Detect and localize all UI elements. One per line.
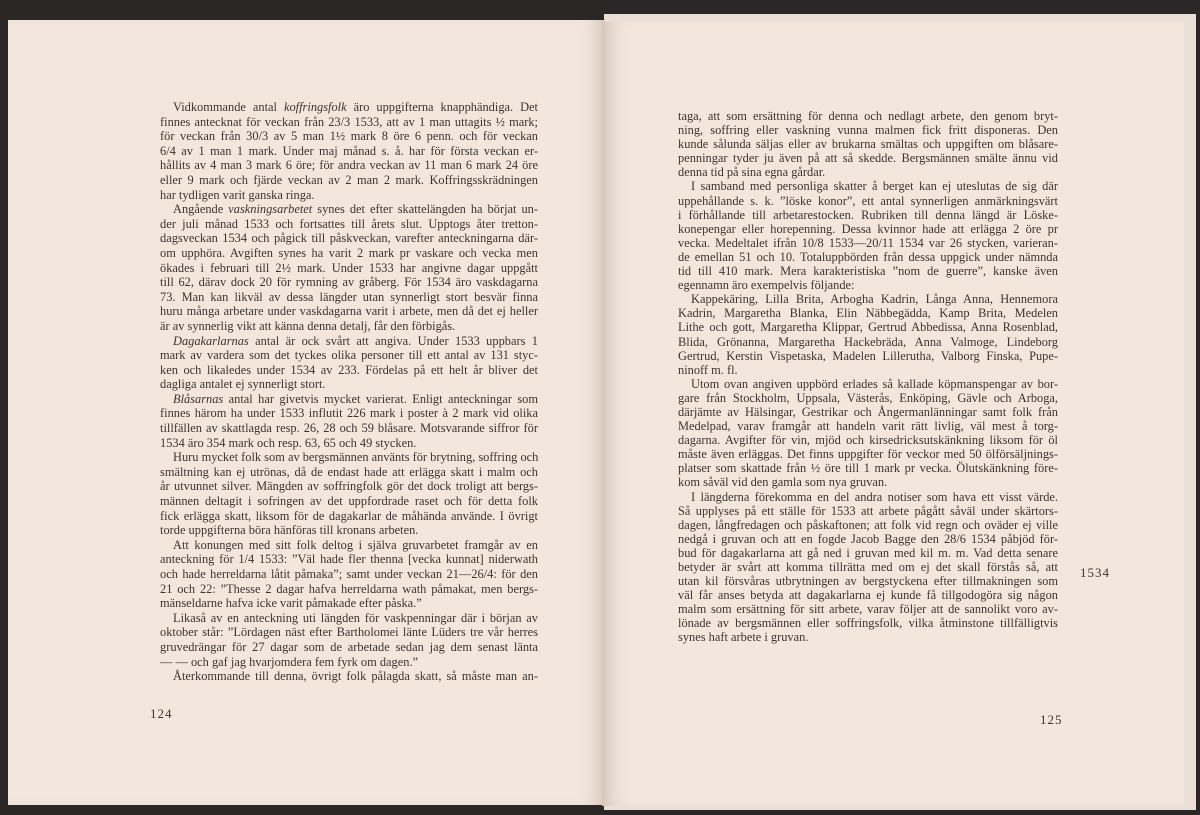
text-segment: penningar tyder ju även på att så skedde. Bergsmännen smälte ännu vid: [678, 151, 1058, 166]
page-number-left: 124: [150, 706, 173, 721]
text-line: [678, 109, 1058, 123]
text-segment: Kadrin, Margaretha Blanka, Elin Näbbegädda, Kamp Brita, Medelen: [678, 306, 1058, 321]
paragraph: [678, 109, 1058, 179]
text-segment: smältning kan ej utrönas, då de endast hade att erlägga skatt i malm och: [160, 464, 538, 479]
text-segment: männen deltagit i sofringen av det uppfordrade raset och för detta folk: [160, 494, 538, 509]
text-line: [160, 552, 538, 567]
text-line: [160, 465, 538, 480]
text-line: [160, 567, 538, 582]
text-segment: år utvunnet silver. Mängden av soffringfolk gör det dock troligt att bergs-: [160, 479, 538, 494]
text-segment: Angående: [173, 202, 229, 217]
italic-term: Blåsarnas: [173, 391, 224, 406]
text-segment: anteckning för 1/4 1533: ”Väl hade fler thenna [vecka kunnat] niderwath: [160, 552, 538, 567]
text-segment: är av synnerlig vikt att känna denna detalj, får den förbigås.: [160, 318, 456, 333]
text-line: [678, 250, 1058, 264]
text-line: [160, 377, 538, 392]
paragraph: [160, 202, 538, 333]
text-segment: torde uppgifterna böra hänföras till kronans arbeten.: [160, 523, 419, 538]
text-line: [160, 655, 538, 670]
text-segment: Utom ovan angiven uppbörd erlades så kallade köpmanspengar av bor-: [691, 376, 1058, 391]
text-segment: I samband med personliga skatter å berget kan ej uteslutas de sig där: [691, 179, 1058, 194]
text-segment: oktober står: ”Lördagen näst efter Bartholomei länte Lüders tre vår herres: [160, 625, 538, 640]
text-segment: synes haft arbete i gruvan.: [678, 630, 809, 645]
text-line: [678, 123, 1058, 137]
text-segment: om upphöra. Avgiften synes ha varit 2 mark pr vaskare och vecka men: [160, 245, 538, 260]
text-segment: huru många arbetare under vaskdagarna varit i arbete, men då det ej heller: [160, 304, 538, 319]
text-line: [160, 640, 538, 655]
text-line: [160, 611, 538, 626]
text-line: [160, 509, 538, 524]
text-line: [160, 348, 538, 363]
text-segment: denna tid på sina egna gårdar.: [678, 165, 826, 180]
text-segment: tillfällen av skattlagda resp. 26, 28 och 59 blåsare. Motsvarande siffror för: [160, 421, 538, 436]
text-line: [678, 151, 1058, 165]
text-segment: finnes antecknat för veckan från 23/3 1533, att av 1 man uttagits ½ mark;: [160, 114, 538, 129]
text-line: [160, 129, 538, 144]
paragraph: [678, 179, 1058, 292]
text-segment: lönade av bergsmännen eller soffringsfolk, vilka åtminstone tillfälligtvis: [678, 616, 1058, 631]
text-segment: till 62, därav dock 20 för rymning av gråberg. För 1534 äro vaskdagarna: [160, 275, 538, 290]
text-line: [160, 231, 538, 246]
text-segment: vecka. Medeltalet ifrån 10/8 1533—20/11 1534 var 26 stycken, varieran-: [678, 235, 1058, 250]
book-gutter: [602, 20, 605, 806]
text-line: [678, 532, 1058, 546]
text-line: [678, 574, 1058, 588]
italic-term: koffringsfolk: [283, 100, 347, 114]
text-segment: och hade herreldarna låtit påmaka”; samt under veckan 21—26/4: för den: [160, 567, 538, 581]
text-segment: der juli månad 1533 och fortsattes till årets slut. Upptogs åter tretton-: [160, 216, 538, 231]
paragraph: [160, 669, 538, 684]
text-line: [678, 264, 1058, 278]
text-segment: antal är ock svårt att angiva. Under 1533 uppbars 1: [248, 333, 538, 348]
text-line: [160, 494, 538, 509]
page-number-right: 125: [1040, 712, 1063, 727]
paragraph: [160, 392, 538, 450]
text-segment: för veckan från 30/3 av 5 man 1½ mark 8 öre 6 penn. och för veckan: [160, 129, 538, 144]
text-line: [160, 421, 538, 436]
text-line: [160, 596, 538, 611]
text-segment: ninoff m. fl.: [678, 362, 738, 377]
text-segment: synes det efter skattelängden ha börjat un-: [312, 202, 539, 217]
text-segment: 21 och 22: ”Thesse 2 dagar hafva herreldarna wath påmakat, men bergs-: [160, 581, 538, 596]
text-segment: har tydligen varit ganska ringa.: [160, 187, 315, 202]
text-segment: kom såväl vid den gamla som nya gruvan.: [678, 475, 888, 490]
text-line: [678, 391, 1058, 405]
text-line: [678, 504, 1058, 518]
text-line: [678, 335, 1058, 349]
text-segment: mänseldarne hafva icke varit påmakade efter påska.”: [160, 596, 422, 611]
paragraph: [160, 450, 538, 538]
text-line: [678, 278, 1058, 292]
text-line: [160, 669, 538, 684]
text-line: [160, 246, 538, 261]
text-segment: Kappekäring, Lilla Brita, Arbogha Kadrin, Långa Anna, Hennemora: [691, 292, 1058, 307]
text-segment: Lithe och gott, Margaretha Klippar, Gertrud Abbedissa, Anna Rosenblad,: [678, 320, 1058, 335]
text-line: [678, 179, 1058, 193]
text-segment: i förhållande till arbetarestocken. Rubriken till denna längd är Löske-: [678, 207, 1058, 222]
text-line: [160, 436, 538, 451]
text-segment: 6/4 av 1 man 1 mark. Under maj månad s. å. har för första veckan er-: [160, 143, 538, 158]
margin-note-year: 1534: [1080, 565, 1110, 580]
text-line: [678, 194, 1058, 208]
text-line: [160, 392, 538, 407]
text-segment: äro uppgifterna knapphändiga. Det: [346, 100, 538, 114]
text-line: [160, 479, 538, 494]
text-segment: Så upplyses på ett ställe för 1533 att arbete pågått såväl under skärtors-: [678, 503, 1058, 518]
text-line: [678, 518, 1058, 532]
text-line: [160, 625, 538, 640]
left-page-body: [160, 100, 538, 684]
paragraph: [678, 377, 1058, 490]
text-segment: Vidkommande antal: [173, 100, 284, 114]
text-line: [160, 304, 538, 319]
text-line: [678, 137, 1058, 151]
text-segment: dagarna. Avgifter för vin, mjöd och kirsedricksutskänkning liksom för öl: [678, 433, 1058, 448]
text-segment: därjämte av Hälsingar, Gestrikar och Ångermanlänningar samt folk från: [678, 404, 1058, 419]
text-line: [160, 188, 538, 203]
text-line: [160, 115, 538, 130]
text-segment: tid till 410 mark. Mera karakteristiska ”nom de guerre”, kanske även: [678, 264, 1058, 279]
text-line: [678, 602, 1058, 616]
text-segment: utan kil försvåras utbrytningen av bergstyckena efter tillmakningen som: [678, 574, 1058, 589]
text-line: [160, 538, 538, 553]
text-line: [678, 349, 1058, 363]
text-segment: de emellan 51 och 10. Totaluppbörden från dessa uppgick under nämnda: [678, 249, 1058, 264]
text-segment: gruvedrängar för 27 dagar som de arbetade sedan jag dem senast länta: [160, 639, 538, 654]
text-line: [678, 236, 1058, 250]
text-segment: 1534 äro 354 mark och resp. 63, 65 och 49 stycken.: [160, 435, 417, 450]
text-line: [678, 546, 1058, 560]
paragraph: [160, 334, 538, 392]
text-segment: taga, att som ersättning för denna och nedlagt arbete, den genom bryt-: [678, 109, 1058, 123]
text-segment: måste även erläggas. Det finns uppgifter för veckor med 50 ölförsäljnings-: [678, 447, 1058, 462]
text-line: [678, 475, 1058, 489]
italic-term: Dagakarlarnas: [173, 333, 249, 348]
text-line: [160, 363, 538, 378]
text-line: [678, 588, 1058, 602]
text-segment: — — och gaf jag hvarjomdera fem fyrk om dagen.”: [160, 654, 419, 669]
text-segment: antal har givetvis mycket varierat. Enligt anteckningar som: [223, 391, 538, 406]
text-line: [678, 165, 1058, 179]
text-line: [160, 334, 538, 349]
text-line: [160, 202, 538, 217]
text-segment: platser som skattade från ½ öre till 1 mark pr vecka. Ölutskänkning före-: [678, 461, 1058, 476]
text-line: [160, 261, 538, 276]
text-segment: ken och likaledes under 1534 av 233. Fördelas på ett helt år bliver det: [160, 362, 538, 377]
text-segment: kunde sålunda säljas eller av brukarna smältas och uppgiften om blåsare-: [678, 137, 1058, 152]
text-segment: egennamn äro exempelvis följande:: [678, 278, 855, 293]
text-segment: Blida, Grönanna, Margaretha Hackebräda, Anna Valmoge, Lindeborg: [678, 334, 1058, 349]
text-segment: malm som ersättning för sitt arbete, varav följer att de sannolikt voro av-: [678, 602, 1058, 617]
right-page-body: [678, 109, 1058, 645]
text-line: [160, 450, 538, 465]
text-segment: Återkommande till denna, övrigt folk pålagda skatt, så måste man an-: [173, 669, 538, 684]
text-segment: finnes härom ha under 1533 influtit 226 mark i poster à 2 mark vid olika: [160, 406, 538, 421]
text-line: [678, 377, 1058, 391]
text-segment: Att konungen med sitt folk deltog i själva gruvarbetet framgår av en: [173, 537, 538, 552]
text-segment: I längderna förekomma en del andra notiser som hava ett visst värde.: [691, 489, 1058, 504]
text-segment: hållits av 4 man 3 mark 6 öre; för andra veckan av 11 man 6 mark 24 öre: [160, 158, 538, 173]
text-segment: Huru mycket folk som av bergsmännen använts för brytning, soffring och: [173, 450, 539, 465]
text-line: [678, 433, 1058, 447]
text-segment: uppehållande s. k. ”löske konor”, ett antal synnerligen anmärkningsvärt: [678, 193, 1058, 208]
text-segment: ökades i februari till 2½ mark. Under 1533 har angivne dagar uppgått: [160, 260, 538, 275]
text-segment: Medelpad, varav framgår att handeln varit rätt livlig, väl mest å torg-: [678, 419, 1058, 434]
text-line: [678, 405, 1058, 419]
text-line: [160, 275, 538, 290]
text-line: [160, 582, 538, 597]
text-line: [160, 406, 538, 421]
text-line: [678, 490, 1058, 504]
text-segment: konepengar eller horepenning. Dessa kvinnor hade att erlägga 2 öre pr: [678, 221, 1058, 236]
text-line: [160, 523, 538, 538]
text-segment: 73. Man kan likväl av dessa längder utan synnerligt stort besvär finna: [160, 289, 538, 304]
text-segment: Gertrud, Kerstin Vispetaska, Madelen Lillerutha, Valborg Finska, Pupe-: [678, 348, 1058, 363]
paragraph: [160, 538, 538, 611]
text-segment: betyder är svårt att komma tillrätta med om ej det skall förstås så, att: [678, 560, 1058, 574]
text-line: [678, 363, 1058, 377]
text-segment: Likaså av en anteckning uti längden för vaskpenningar där i början av: [173, 610, 538, 625]
paragraph: [678, 292, 1058, 377]
text-line: [678, 208, 1058, 222]
text-line: [678, 447, 1058, 461]
text-line: [160, 319, 538, 334]
text-line: [160, 173, 538, 188]
text-line: [678, 306, 1058, 320]
text-segment: eller 9 mark och fjärde veckan av 2 man 2 mark. Koffringsskrädningen: [160, 172, 538, 187]
text-line: [678, 616, 1058, 630]
text-line: [678, 560, 1058, 574]
italic-term: vaskningsarbetet: [228, 202, 313, 217]
text-line: [160, 144, 538, 159]
text-line: [160, 158, 538, 173]
text-line: [160, 217, 538, 232]
text-line: [678, 461, 1058, 475]
text-segment: mark av vardera som det tyckes olika personer till ett antal av 131 styc-: [160, 348, 538, 363]
text-segment: fick erlägga skatt, liksom för de dagakarlar de måhända använde. I övrigt: [160, 508, 538, 523]
text-segment: gare från Stockholm, Uppsala, Västerås, Enköping, Gävle och Arboga,: [678, 390, 1058, 405]
text-line: [160, 290, 538, 305]
text-segment: nedgå i gruvan och att en fogde Jacob Bagge den 28/6 1534 påbjöd för-: [678, 531, 1058, 546]
text-line: [160, 100, 538, 115]
text-line: [678, 222, 1058, 236]
text-line: [678, 320, 1058, 334]
paragraph: [160, 611, 538, 669]
text-segment: dagen, långfredagen och påskaftonen; att folk vid regn och oväder ej ville: [678, 517, 1058, 532]
text-line: [678, 292, 1058, 306]
text-segment: ning, soffring eller vaskning vunna malmen fick fritt disponeras. Den: [678, 123, 1058, 138]
text-line: [678, 419, 1058, 433]
text-segment: dagsveckan 1534 och pågick till påskveckan, varefter anteckningarna där-: [160, 231, 538, 246]
text-segment: dagliga antalet ej synnerligt stort.: [160, 377, 326, 392]
paragraph: [678, 490, 1058, 645]
text-segment: bud för dagakarlarna att gå ned i gruvan med kil m. m. Vad detta senare: [678, 545, 1058, 560]
paragraph: [160, 100, 538, 202]
text-segment: väl får anses betyda att dagakarlarna ej kunde få tillgodogöra sig någon: [678, 588, 1058, 603]
text-line: [678, 630, 1058, 644]
